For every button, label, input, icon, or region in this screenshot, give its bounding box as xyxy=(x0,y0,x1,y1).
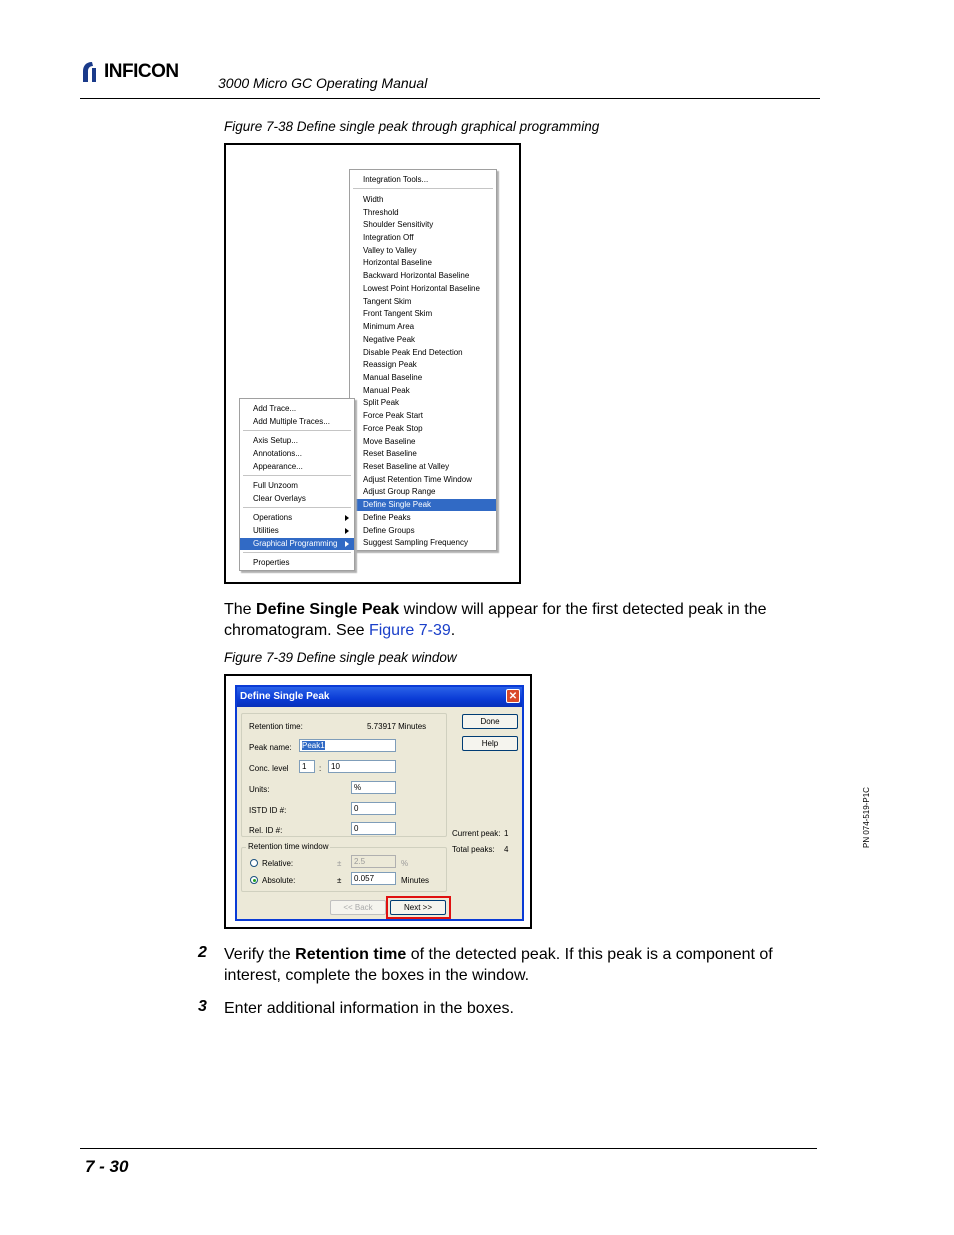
menu-item-tangent-skim[interactable]: Tangent Skim xyxy=(363,297,412,306)
menu-item-properties[interactable]: Properties xyxy=(253,558,290,567)
done-button[interactable]: Done xyxy=(462,714,518,729)
inficon-logo xyxy=(80,60,179,84)
menu-item-graphical-programming-label: Graphical Programming xyxy=(253,539,338,548)
conc-level-input[interactable]: 10 xyxy=(328,760,396,773)
part-number: PN 074-519-P1C xyxy=(862,787,871,848)
absolute-input[interactable]: 0.057 xyxy=(351,872,396,885)
figure-39-link[interactable]: Figure 7-39 xyxy=(368,622,451,639)
absolute-radio[interactable] xyxy=(250,876,258,884)
menu-separator xyxy=(243,507,351,508)
relative-radio[interactable] xyxy=(250,859,258,867)
menu-separator xyxy=(243,430,351,431)
menu-separator xyxy=(353,188,493,189)
dialog-title: Define Single Peak xyxy=(240,691,330,702)
menu-item-negative-peak[interactable]: Negative Peak xyxy=(363,335,416,344)
menu-item-minimum-area[interactable]: Minimum Area xyxy=(363,322,415,331)
peak-name-value: Peak1 xyxy=(302,741,325,750)
close-icon[interactable]: ✕ xyxy=(506,689,520,703)
menu-item-full-unzoom[interactable]: Full Unzoom xyxy=(253,481,298,490)
footer-divider xyxy=(80,1148,817,1149)
menu-item-move-baseline[interactable]: Move Baseline xyxy=(363,437,416,446)
menu-item-threshold[interactable]: Threshold xyxy=(363,208,399,217)
menu-item-integration-tools[interactable]: Integration Tools... xyxy=(363,175,429,184)
menu-item-appearance[interactable]: Appearance... xyxy=(253,462,303,471)
step-text: of the detected peak. If this peak is a component of interest, complete the boxes in the window. xyxy=(224,946,773,984)
menu-item-valley-to-valley[interactable]: Valley to Valley xyxy=(363,246,417,255)
menu-separator xyxy=(243,475,351,476)
manual-title: 3000 Micro GC Operating Manual xyxy=(218,75,428,91)
retention-time-window-label: Retention time window xyxy=(248,842,329,851)
menu-item-integration-off[interactable]: Integration Off xyxy=(363,233,414,242)
step-number: 3 xyxy=(198,998,207,1015)
para-text: The xyxy=(224,601,257,618)
retention-time-window-group xyxy=(241,847,447,892)
retention-time-label: Retention time: xyxy=(249,722,303,731)
menu-item-backward-horizontal-baseline[interactable]: Backward Horizontal Baseline xyxy=(363,271,470,280)
menu-item-lowest-point-horizontal-baseline[interactable]: Lowest Point Horizontal Baseline xyxy=(363,284,480,293)
peak-name-label: Peak name: xyxy=(249,743,292,752)
step-3-text: Enter additional information in the boxes. xyxy=(224,1000,514,1017)
total-peaks-label: Total peaks: xyxy=(452,845,495,854)
conc-level-label: Conc. level xyxy=(249,764,289,773)
peak-info-group xyxy=(241,713,447,837)
menu-item-manual-peak[interactable]: Manual Peak xyxy=(363,386,410,395)
absolute-plusminus: ± xyxy=(337,876,342,885)
current-peak-label: Current peak: xyxy=(452,829,501,838)
menu-item-horizontal-baseline[interactable]: Horizontal Baseline xyxy=(363,258,432,267)
peak-name-input[interactable] xyxy=(299,739,396,752)
units-input[interactable]: % xyxy=(351,781,396,794)
menu-item-operations[interactable] xyxy=(240,512,354,524)
total-peaks-value: 4 xyxy=(504,845,509,854)
help-button[interactable]: Help xyxy=(462,736,518,751)
units-label: Units: xyxy=(249,785,270,794)
menu-item-axis-setup[interactable]: Axis Setup... xyxy=(253,436,298,445)
menu-item-utilities-label: Utilities xyxy=(253,526,279,535)
back-button[interactable]: << Back xyxy=(330,900,386,915)
intro-paragraph xyxy=(224,599,824,641)
menu-item-clear-overlays[interactable]: Clear Overlays xyxy=(253,494,306,503)
figure-38-frame xyxy=(224,143,521,584)
menu-item-add-trace[interactable]: Add Trace... xyxy=(253,404,297,413)
step-bold-term: Retention time xyxy=(295,946,407,963)
next-button[interactable]: Next >> xyxy=(390,900,446,915)
menu-item-add-multiple-traces[interactable]: Add Multiple Traces... xyxy=(253,417,330,426)
menu-item-disable-peak-end-detection[interactable]: Disable Peak End Detection xyxy=(363,348,463,357)
relative-input[interactable]: 2.5 xyxy=(351,855,396,868)
page-number: 7 - 30 xyxy=(85,1157,129,1176)
menu-item-manual-baseline[interactable]: Manual Baseline xyxy=(363,373,423,382)
relative-plusminus: ± xyxy=(337,859,342,868)
menu-item-force-peak-start[interactable]: Force Peak Start xyxy=(363,411,424,420)
chromatogram-context-menu xyxy=(239,398,355,571)
next-button-highlight xyxy=(386,896,451,919)
menu-item-suggest-sampling-frequency[interactable]: Suggest Sampling Frequency xyxy=(363,538,468,547)
absolute-unit: Minutes xyxy=(401,876,430,885)
menu-separator xyxy=(243,552,351,553)
menu-item-split-peak[interactable]: Split Peak xyxy=(363,398,400,407)
submenu-arrow-icon xyxy=(345,515,349,521)
submenu-arrow-icon xyxy=(345,528,349,534)
para-text: window will appear for the first detected peak in the chromatogram. See xyxy=(224,601,767,639)
figure-38-caption: Figure 7-38 Define single peak through graphical programming xyxy=(224,119,600,134)
brand-name: INFICON xyxy=(104,61,179,82)
menu-item-operations-label: Operations xyxy=(253,513,293,522)
absolute-label: Absolute: xyxy=(262,876,296,885)
relative-unit: % xyxy=(401,859,409,868)
menu-item-adjust-retention-time-window[interactable]: Adjust Retention Time Window xyxy=(363,475,472,484)
menu-item-annotations[interactable]: Annotations... xyxy=(253,449,302,458)
menu-item-front-tangent-skim[interactable]: Front Tangent Skim xyxy=(363,309,433,318)
istd-id-label: ISTD ID #: xyxy=(249,806,287,815)
figure-39-caption: Figure 7-39 Define single peak window xyxy=(224,650,457,665)
menu-item-force-peak-stop[interactable]: Force Peak Stop xyxy=(363,424,423,433)
current-peak-value: 1 xyxy=(504,829,509,838)
menu-item-define-groups[interactable]: Define Groups xyxy=(363,526,415,535)
conc-level-index-input[interactable]: 1 xyxy=(299,760,315,773)
menu-item-utilities[interactable] xyxy=(240,525,354,537)
rel-id-label: Rel. ID #: xyxy=(249,826,283,835)
step-2-text xyxy=(224,944,824,986)
para-text: . xyxy=(450,622,456,639)
menu-item-width[interactable]: Width xyxy=(363,195,384,204)
menu-item-graphical-programming[interactable] xyxy=(240,538,354,550)
header-divider xyxy=(80,98,820,99)
dialog-titlebar xyxy=(237,687,522,707)
inficon-logo-icon xyxy=(80,61,100,83)
retention-time-value: 5.73917 Minutes xyxy=(367,722,427,731)
menu-item-adjust-group-range[interactable]: Adjust Group Range xyxy=(363,487,436,496)
figure-39-frame xyxy=(224,674,532,929)
menu-item-reset-baseline[interactable]: Reset Baseline xyxy=(363,449,417,458)
conc-colon: : xyxy=(319,764,322,773)
define-single-peak-dialog xyxy=(235,685,524,921)
para-bold-term: Define Single Peak xyxy=(256,601,400,618)
menu-item-reassign-peak[interactable]: Reassign Peak xyxy=(363,360,417,369)
rel-id-input[interactable]: 0 xyxy=(351,822,396,835)
step-number: 2 xyxy=(198,944,207,961)
menu-item-shoulder-sensitivity[interactable]: Shoulder Sensitivity xyxy=(363,220,434,229)
relative-label: Relative: xyxy=(262,859,294,868)
menu-item-reset-baseline-at-valley[interactable]: Reset Baseline at Valley xyxy=(363,462,450,471)
istd-id-input[interactable]: 0 xyxy=(351,802,396,815)
menu-item-define-peaks[interactable]: Define Peaks xyxy=(363,513,411,522)
menu-item-define-single-peak[interactable]: Define Single Peak xyxy=(350,499,496,511)
step-text: Verify the xyxy=(224,946,296,963)
submenu-arrow-icon xyxy=(345,541,349,547)
graphical-programming-submenu xyxy=(349,169,497,551)
